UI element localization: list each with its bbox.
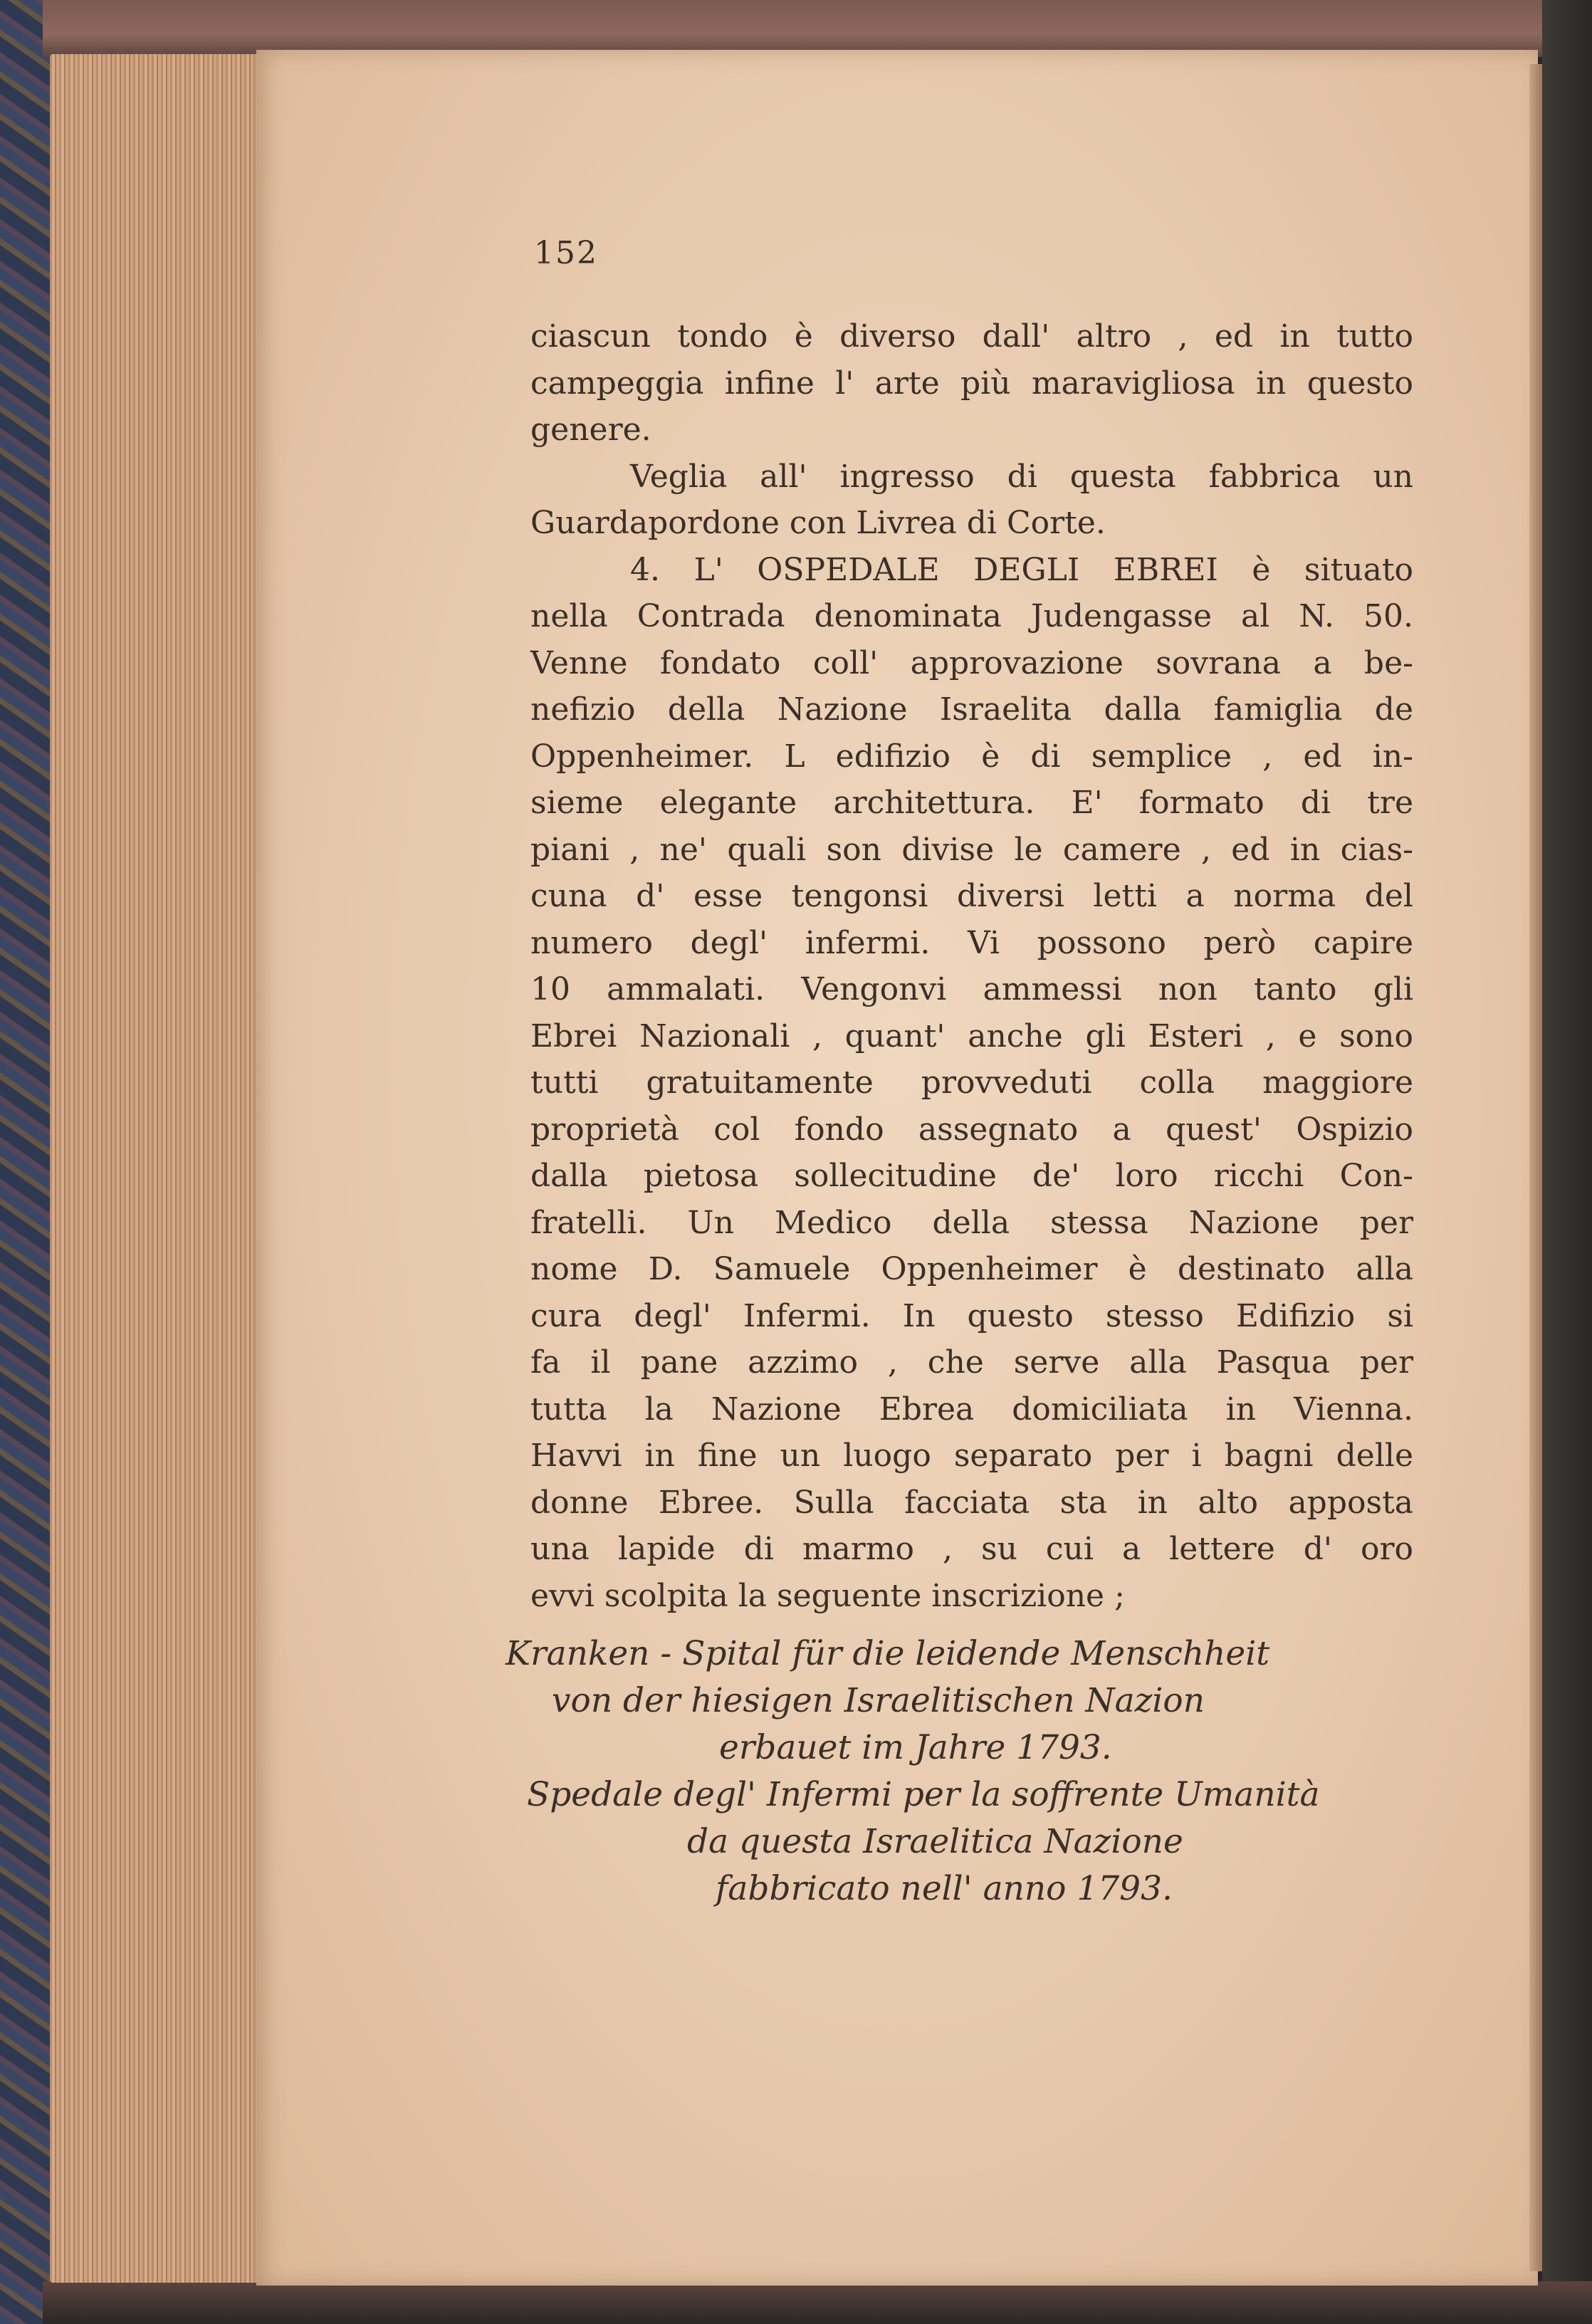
text-line: nome D. Samuele Oppenheimer è destinato alla [530,1251,1413,1287]
page-number: 152 [534,235,598,271]
book-board-bottom [43,2281,1592,2324]
text-line: tutti gratuitamente provveduti colla maggiore [530,1064,1413,1101]
body-text [530,313,1413,1619]
text-line: tutta la Nazione Ebrea domiciliata in Vienna. [530,1391,1413,1428]
text-line: Venne fondato coll' approvazione sovrana a be- [530,644,1413,681]
book-board-right [1542,0,1592,2324]
inscription-line: Kranken - Spital für die leidende Menschheit [506,1634,1270,1673]
inscription [498,1631,1424,1912]
text-line: sieme elegante architettura. E' formato di tre [530,785,1413,821]
text-line: ciascun tondo è diverso dall' altro , ed in tutto [530,318,1413,355]
text-line: donne Ebree. Sulla facciata sta in alto apposta [530,1484,1413,1521]
text-line: Havvi in fine un luogo separato per i bagni delle [530,1438,1413,1474]
inscription-line: von der hiesigen Israelitischen Nazion [552,1681,1205,1720]
inscription-line: fabbricato nell' anno 1793. [716,1869,1173,1908]
text-line: 4. L' OSPEDALE DEGLI EBREI è situato [630,551,1413,588]
text-line: cuna d' esse tengonsi diversi letti a norma del [530,878,1413,914]
text-line: fratelli. Un Medico della stessa Nazione per [530,1204,1413,1241]
facing-page-edge [1529,64,1542,2271]
text-line: Guardapordone con Livrea di Corte. [530,505,1106,541]
text-line: nella Contrada denominata Judengasse al N. 50. [530,598,1413,634]
text-line: Ebrei Nazionali , quant' anche gli Esteri , e sono [530,1017,1413,1054]
text-line: una lapide di marmo , su cui a lettere d' oro [530,1531,1413,1567]
book-board-top [43,0,1592,57]
text-line: evvi scolpita la seguente inscrizione ; [530,1577,1125,1614]
text-line: proprietà col fondo assegnato a quest' Ospizio [530,1111,1413,1148]
text-line: genere. [530,412,651,448]
text-line: numero degl' infermi. Vi possono però capire [530,924,1413,961]
text-line: Veglia all' ingresso di questa fabbrica un [630,458,1413,495]
page-edges [50,54,263,2283]
text-line: Oppenheimer. L edifizio è di semplice , ed in- [530,738,1413,775]
text-line: piani , ne' quali son divise le camere , ed in cias- [530,831,1413,868]
text-line: dalla pietosa sollecitudine de' loro ricchi Con- [530,1158,1413,1194]
text-line: nefizio della Nazione Israelita dalla famiglia de [530,691,1413,728]
text-line: 10 ammalati. Vengonvi ammessi non tanto gli [530,971,1413,1007]
inscription-line: da questa Israelitica Nazione [687,1822,1183,1861]
inscription-line: Spedale degl' Infermi per la soffrente Umanità [527,1775,1320,1814]
text-line: fa il pane azzimo , che serve alla Pasqua per [530,1344,1413,1381]
text-line: campeggia infine l' arte più maravigliosa in questo [530,365,1413,402]
inscription-line: erbauet im Jahre 1793. [719,1728,1112,1767]
text-line: cura degl' Infermi. In questo stesso Edifizio si [530,1297,1413,1334]
marbled-cover [0,0,57,2324]
